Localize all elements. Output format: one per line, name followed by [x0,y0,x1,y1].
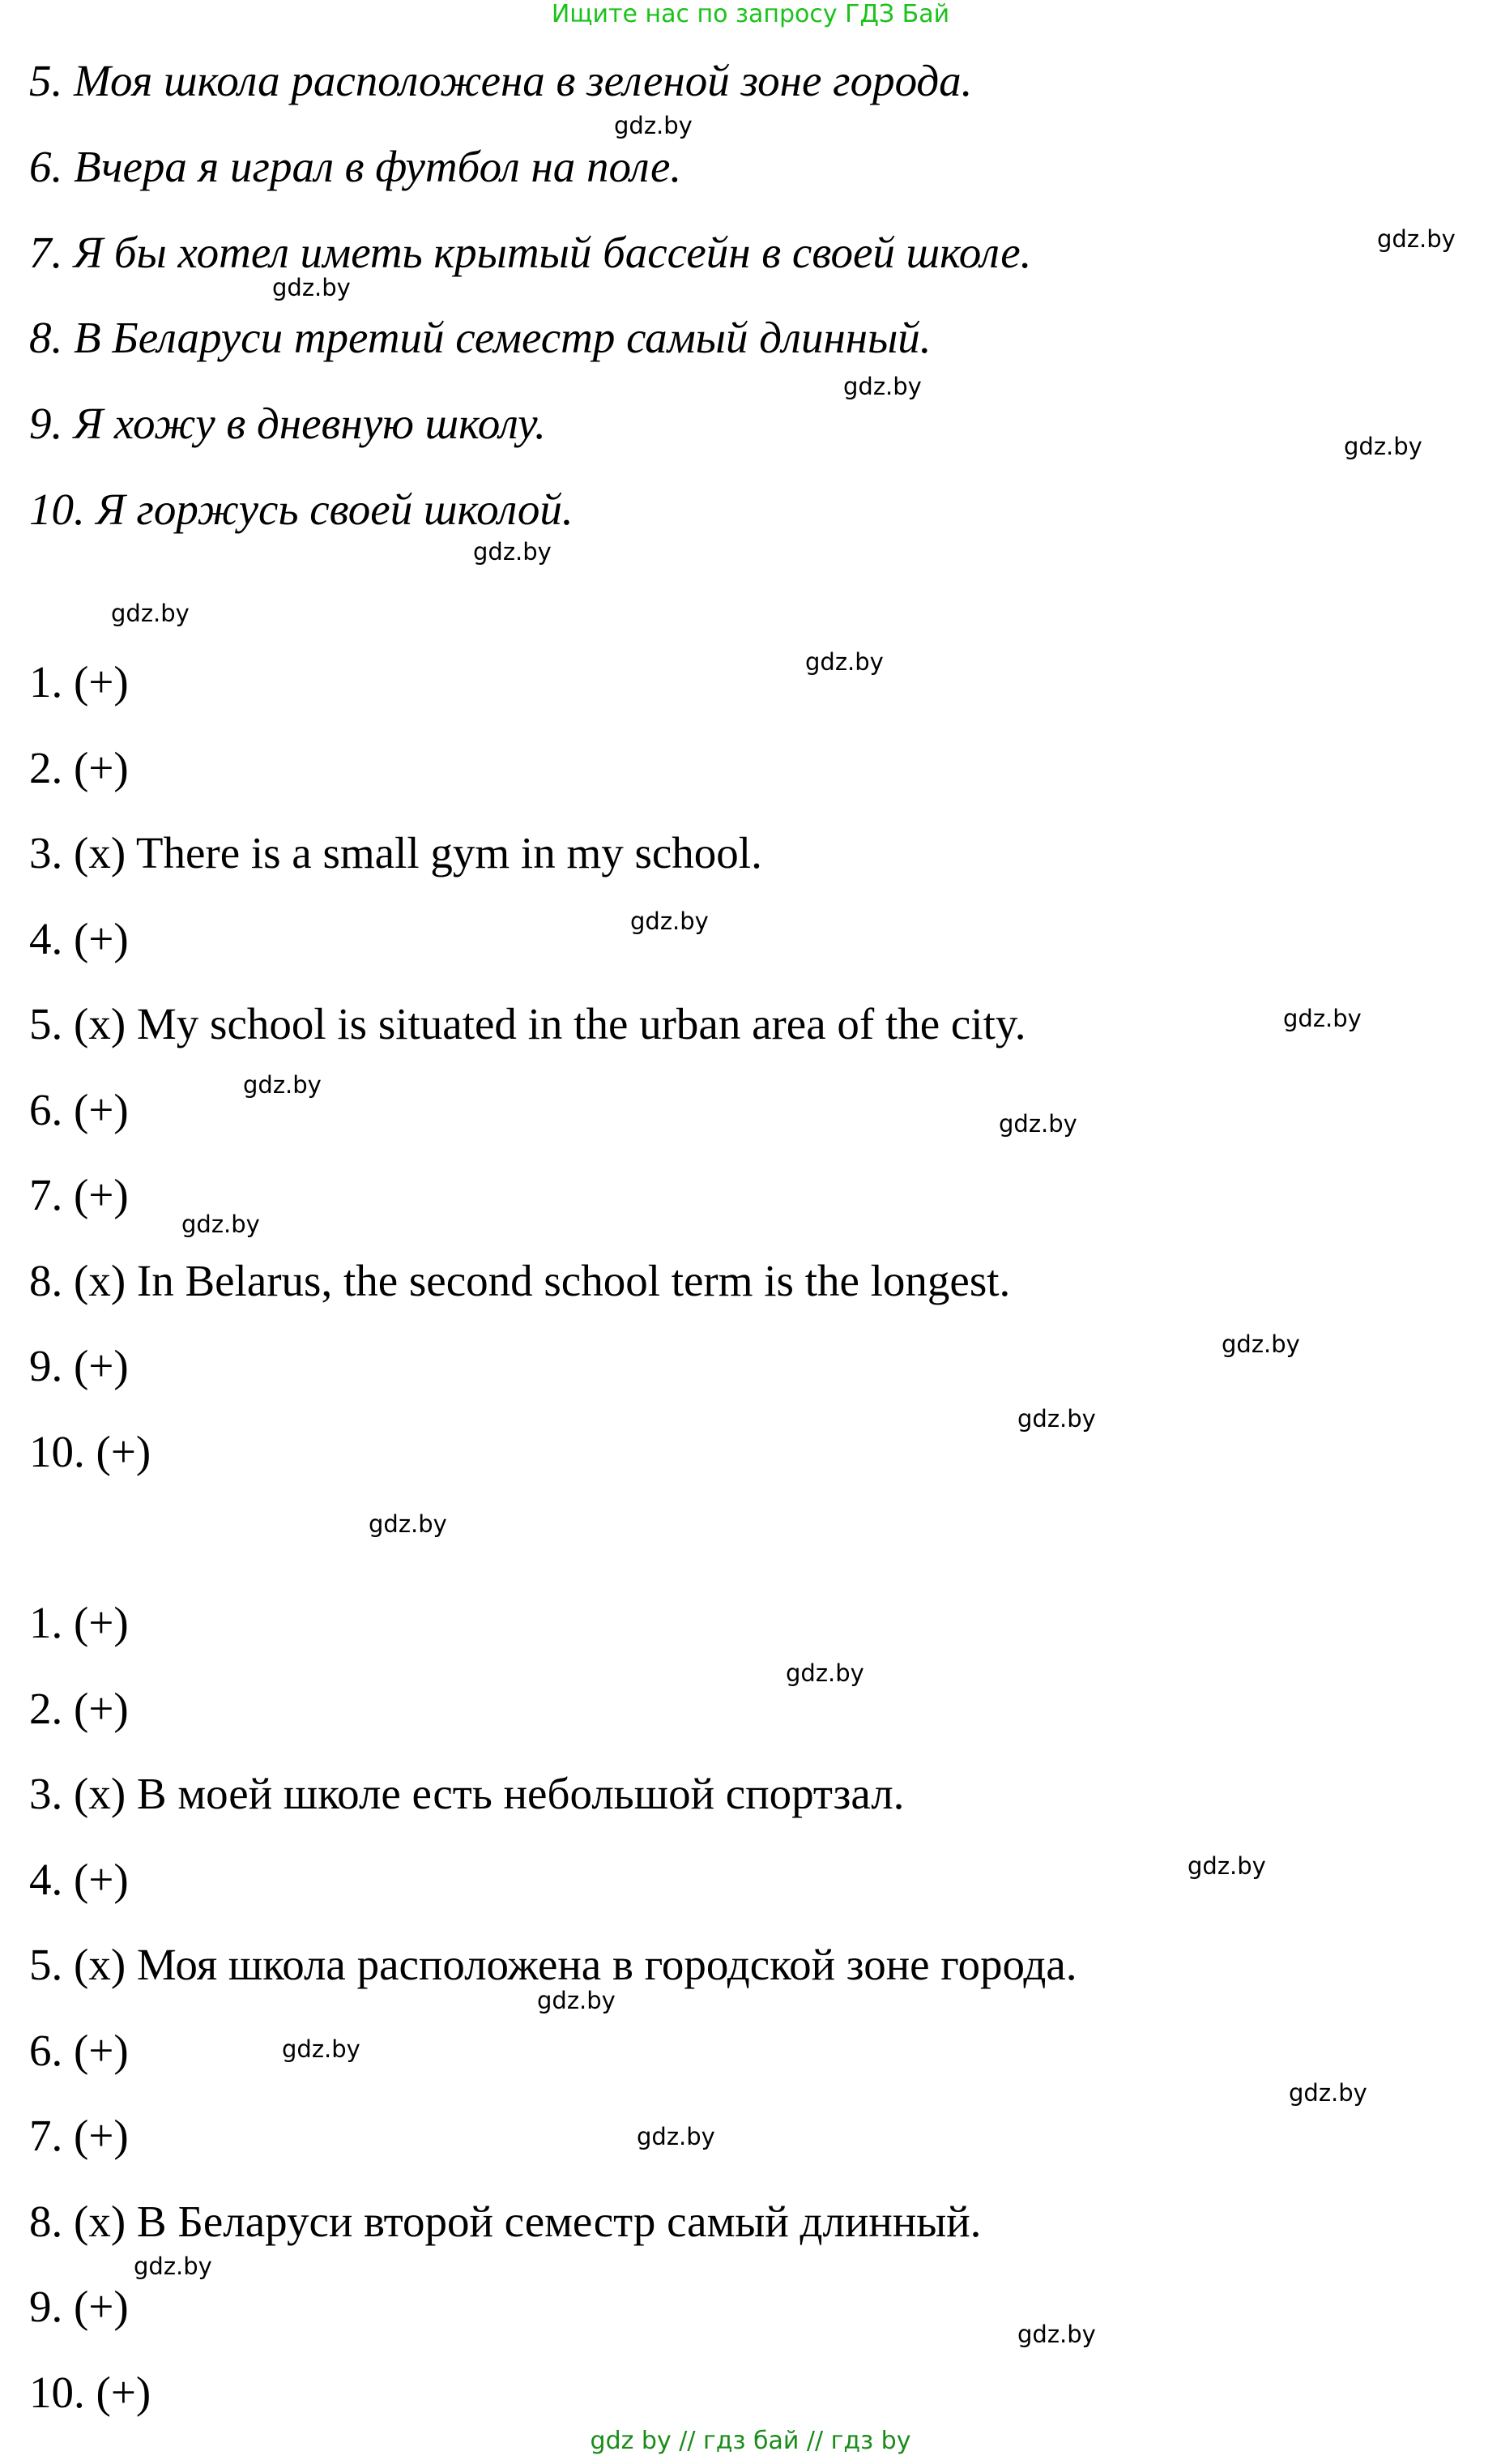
watermark: gdz.by [134,2253,212,2280]
watermark: gdz.by [282,2035,360,2063]
watermark: gdz.by [843,373,922,400]
page-footer-banner: gdz by // гдз бай // гдз by [590,2427,911,2455]
answer-ru-3: 3. (x) В моей школе есть небольшой спортзал. [29,1769,905,1818]
answer-en-7: 7. (+) [29,1170,129,1219]
answer-en-4: 4. (+) [29,914,129,963]
watermark: gdz.by [614,112,693,139]
translation-line-7: 7. Я бы хотел иметь крытый бассейн в своей школе. [29,228,1032,277]
answer-ru-4: 4. (+) [29,1855,129,1904]
watermark: gdz.by [111,600,190,627]
answer-ru-6: 6. (+) [29,2026,129,2075]
page-header-banner: Ищите нас по запросу ГДЗ Бай [551,0,950,28]
translation-line-6: 6. Вчера я играл в футбол на поле. [29,142,682,191]
watermark: gdz.by [272,274,351,301]
watermark: gdz.by [473,538,552,566]
answer-en-3: 3. (x) There is a small gym in my school. [29,828,762,878]
watermark: gdz.by [1283,1005,1362,1032]
watermark: gdz.by [537,1987,616,2014]
answer-en-6: 6. (+) [29,1085,129,1134]
answer-en-9: 9. (+) [29,1341,129,1390]
watermark: gdz.by [1344,433,1422,460]
watermark: gdz.by [1222,1330,1300,1358]
watermark: gdz.by [1017,2321,1096,2348]
watermark: gdz.by [369,1510,447,1538]
translation-line-8: 8. В Беларуси третий семестр самый длинный. [29,313,932,362]
watermark: gdz.by [1289,2079,1367,2107]
answer-ru-5: 5. (x) Моя школа расположена в городской зоне города. [29,1940,1077,1989]
watermark: gdz.by [243,1071,322,1099]
translation-line-10: 10. Я горжусь своей школой. [29,485,574,534]
answer-ru-1: 1. (+) [29,1598,129,1647]
watermark: gdz.by [181,1211,260,1238]
answer-en-8: 8. (x) In Belarus, the second school term is the longest. [29,1256,1011,1305]
watermark: gdz.by [999,1110,1077,1138]
answer-en-5: 5. (x) My school is situated in the urban area of the city. [29,999,1026,1048]
translation-line-5: 5. Моя школа расположена в зеленой зоне города. [29,56,973,105]
answer-ru-10: 10. (+) [29,2368,151,2417]
watermark: gdz.by [1188,1852,1266,1880]
answer-ru-2: 2. (+) [29,1684,129,1733]
watermark: gdz.by [1017,1405,1096,1433]
answer-ru-8: 8. (x) В Беларуси второй семестр самый длинный. [29,2197,982,2246]
watermark: gdz.by [630,907,709,935]
watermark: gdz.by [786,1659,864,1687]
answer-en-1: 1. (+) [29,657,129,707]
watermark: gdz.by [805,648,884,676]
answer-ru-9: 9. (+) [29,2282,129,2331]
watermark: gdz.by [637,2123,715,2150]
answer-en-10: 10. (+) [29,1427,151,1476]
translation-line-9: 9. Я хожу в дневную школу. [29,399,546,448]
answer-en-2: 2. (+) [29,743,129,792]
answer-ru-7: 7. (+) [29,2111,129,2160]
watermark: gdz.by [1377,225,1456,253]
